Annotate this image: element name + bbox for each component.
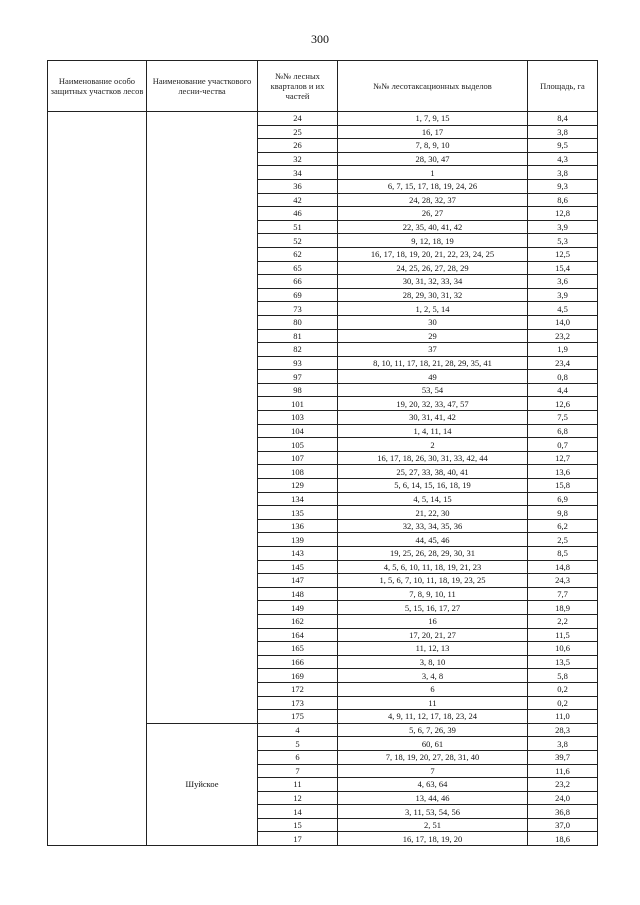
plot-numbers-cell: 7, 18, 19, 20, 27, 28, 31, 40 <box>338 750 528 764</box>
plot-numbers-cell: 17, 20, 21, 27 <box>338 628 528 642</box>
quarter-number-cell: 173 <box>258 696 338 710</box>
header-plot-numbers: №№ лесотаксационных выделов <box>338 61 528 112</box>
plot-numbers-cell: 3, 11, 53, 54, 56 <box>338 805 528 819</box>
plot-numbers-cell: 4, 5, 14, 15 <box>338 492 528 506</box>
area-size-cell: 1,9 <box>528 343 598 357</box>
plot-numbers-cell: 25, 27, 33, 38, 40, 41 <box>338 465 528 479</box>
plot-numbers-cell: 24, 28, 32, 37 <box>338 193 528 207</box>
plot-numbers-cell: 6 <box>338 682 528 696</box>
area-size-cell: 12,7 <box>528 451 598 465</box>
quarter-number-cell: 143 <box>258 547 338 561</box>
area-size-cell: 3,8 <box>528 737 598 751</box>
quarter-number-cell: 165 <box>258 642 338 656</box>
area-size-cell: 3,6 <box>528 275 598 289</box>
plot-numbers-cell: 3, 4, 8 <box>338 669 528 683</box>
plot-numbers-cell: 37 <box>338 343 528 357</box>
quarter-number-cell: 11 <box>258 778 338 792</box>
area-size-cell: 6,9 <box>528 492 598 506</box>
plot-numbers-cell: 5, 6, 14, 15, 16, 18, 19 <box>338 479 528 493</box>
area-size-cell: 9,5 <box>528 139 598 153</box>
area-size-cell: 12,6 <box>528 397 598 411</box>
plot-numbers-cell: 11, 12, 13 <box>338 642 528 656</box>
plot-numbers-cell: 13, 44, 46 <box>338 791 528 805</box>
quarter-number-cell: 166 <box>258 655 338 669</box>
area-size-cell: 24,3 <box>528 574 598 588</box>
area-size-cell: 3,8 <box>528 125 598 139</box>
quarter-number-cell: 175 <box>258 710 338 724</box>
area-size-cell: 14,8 <box>528 560 598 574</box>
plot-numbers-cell: 49 <box>338 370 528 384</box>
area-size-cell: 36,8 <box>528 805 598 819</box>
plot-numbers-cell: 32, 33, 34, 35, 36 <box>338 519 528 533</box>
area-size-cell: 37,0 <box>528 818 598 832</box>
area-size-cell: 28,3 <box>528 723 598 737</box>
area-size-cell: 13,6 <box>528 465 598 479</box>
plot-numbers-cell: 6, 7, 15, 17, 18, 19, 24, 26 <box>338 179 528 193</box>
quarter-number-cell: 34 <box>258 166 338 180</box>
plot-numbers-cell: 2, 51 <box>338 818 528 832</box>
plot-numbers-cell: 26, 27 <box>338 207 528 221</box>
table-header-row <box>48 61 598 112</box>
table-row <box>48 112 598 126</box>
quarter-number-cell: 14 <box>258 805 338 819</box>
plot-numbers-cell: 7 <box>338 764 528 778</box>
header-protected-area: Наименование особо защитных участков лесов <box>48 61 147 112</box>
quarter-number-cell: 17 <box>258 832 338 846</box>
table-body <box>48 112 598 846</box>
quarter-number-cell: 36 <box>258 179 338 193</box>
area-size-cell: 0,8 <box>528 370 598 384</box>
plot-numbers-cell: 1, 7, 9, 15 <box>338 112 528 126</box>
quarter-number-cell: 164 <box>258 628 338 642</box>
quarter-number-cell: 172 <box>258 682 338 696</box>
plot-numbers-cell: 60, 61 <box>338 737 528 751</box>
quarter-number-cell: 6 <box>258 750 338 764</box>
quarter-number-cell: 66 <box>258 275 338 289</box>
quarter-number-cell: 101 <box>258 397 338 411</box>
quarter-number-cell: 135 <box>258 506 338 520</box>
plot-numbers-cell: 16 <box>338 614 528 628</box>
quarter-number-cell: 73 <box>258 302 338 316</box>
forest-plots-table <box>47 60 598 846</box>
header-forest-district: Наименование участкового лесни-чества <box>147 61 258 112</box>
area-size-cell: 7,5 <box>528 411 598 425</box>
area-size-cell: 8,4 <box>528 112 598 126</box>
quarter-number-cell: 162 <box>258 614 338 628</box>
plot-numbers-cell: 24, 25, 26, 27, 28, 29 <box>338 261 528 275</box>
area-size-cell: 4,4 <box>528 383 598 397</box>
plot-numbers-cell: 1 <box>338 166 528 180</box>
quarter-number-cell: 136 <box>258 519 338 533</box>
plot-numbers-cell: 16, 17 <box>338 125 528 139</box>
quarter-number-cell: 103 <box>258 411 338 425</box>
area-size-cell: 6,2 <box>528 519 598 533</box>
area-size-cell: 8,5 <box>528 547 598 561</box>
plot-numbers-cell: 30, 31, 41, 42 <box>338 411 528 425</box>
area-size-cell: 9,3 <box>528 179 598 193</box>
quarter-number-cell: 65 <box>258 261 338 275</box>
quarter-number-cell: 24 <box>258 112 338 126</box>
plot-numbers-cell: 19, 20, 32, 33, 47, 57 <box>338 397 528 411</box>
quarter-number-cell: 149 <box>258 601 338 615</box>
quarter-number-cell: 26 <box>258 139 338 153</box>
plot-numbers-cell: 16, 17, 18, 26, 30, 31, 33, 42, 44 <box>338 451 528 465</box>
area-size-cell: 8,6 <box>528 193 598 207</box>
plot-numbers-cell: 4, 63, 64 <box>338 778 528 792</box>
quarter-number-cell: 7 <box>258 764 338 778</box>
area-size-cell: 6,8 <box>528 424 598 438</box>
quarter-number-cell: 15 <box>258 818 338 832</box>
quarter-number-cell: 134 <box>258 492 338 506</box>
page-number: 300 <box>311 32 329 46</box>
plot-numbers-cell: 21, 22, 30 <box>338 506 528 520</box>
area-size-cell: 9,8 <box>528 506 598 520</box>
plot-numbers-cell: 30 <box>338 315 528 329</box>
area-size-cell: 11,6 <box>528 764 598 778</box>
quarter-number-cell: 148 <box>258 587 338 601</box>
area-size-cell: 3,8 <box>528 166 598 180</box>
area-size-cell: 4,5 <box>528 302 598 316</box>
area-size-cell: 14,0 <box>528 315 598 329</box>
plot-numbers-cell: 16, 17, 18, 19, 20 <box>338 832 528 846</box>
plot-numbers-cell: 3, 8, 10 <box>338 655 528 669</box>
plot-numbers-cell: 28, 29, 30, 31, 32 <box>338 288 528 302</box>
forest-district-cell: Шуйское <box>147 723 258 845</box>
plot-numbers-cell: 11 <box>338 696 528 710</box>
quarter-number-cell: 108 <box>258 465 338 479</box>
area-size-cell: 18,9 <box>528 601 598 615</box>
plot-numbers-cell: 29 <box>338 329 528 343</box>
quarter-number-cell: 82 <box>258 343 338 357</box>
plot-numbers-cell: 9, 12, 18, 19 <box>338 234 528 248</box>
plot-numbers-cell: 16, 17, 18, 19, 20, 21, 22, 23, 24, 25 <box>338 247 528 261</box>
quarter-number-cell: 129 <box>258 479 338 493</box>
area-size-cell: 4,3 <box>528 152 598 166</box>
quarter-number-cell: 105 <box>258 438 338 452</box>
area-size-cell: 0,2 <box>528 682 598 696</box>
protected-area-cell <box>48 112 147 846</box>
plot-numbers-cell: 5, 6, 7, 26, 39 <box>338 723 528 737</box>
plot-numbers-cell: 4, 9, 11, 12, 17, 18, 23, 24 <box>338 710 528 724</box>
quarter-number-cell: 93 <box>258 356 338 370</box>
area-size-cell: 12,8 <box>528 207 598 221</box>
quarter-number-cell: 12 <box>258 791 338 805</box>
quarter-number-cell: 104 <box>258 424 338 438</box>
area-size-cell: 11,5 <box>528 628 598 642</box>
plot-numbers-cell: 1, 5, 6, 7, 10, 11, 18, 19, 23, 25 <box>338 574 528 588</box>
plot-numbers-cell: 19, 25, 26, 28, 29, 30, 31 <box>338 547 528 561</box>
plot-numbers-cell: 44, 45, 46 <box>338 533 528 547</box>
forest-district-cell <box>147 112 258 724</box>
area-size-cell: 15,8 <box>528 479 598 493</box>
area-size-cell: 23,2 <box>528 329 598 343</box>
plot-numbers-cell: 28, 30, 47 <box>338 152 528 166</box>
header-area-size: Площадь, га <box>528 61 598 112</box>
plot-numbers-cell: 30, 31, 32, 33, 34 <box>338 275 528 289</box>
plot-numbers-cell: 53, 54 <box>338 383 528 397</box>
area-size-cell: 24,0 <box>528 791 598 805</box>
header-quarter-numbers: №№ лесных кварталов и их частей <box>258 61 338 112</box>
area-size-cell: 12,5 <box>528 247 598 261</box>
plot-numbers-cell: 2 <box>338 438 528 452</box>
area-size-cell: 18,6 <box>528 832 598 846</box>
area-size-cell: 3,9 <box>528 220 598 234</box>
area-size-cell: 0,2 <box>528 696 598 710</box>
area-size-cell: 13,5 <box>528 655 598 669</box>
area-size-cell: 5,3 <box>528 234 598 248</box>
plot-numbers-cell: 1, 4, 11, 14 <box>338 424 528 438</box>
quarter-number-cell: 169 <box>258 669 338 683</box>
area-size-cell: 2,5 <box>528 533 598 547</box>
quarter-number-cell: 139 <box>258 533 338 547</box>
quarter-number-cell: 145 <box>258 560 338 574</box>
quarter-number-cell: 46 <box>258 207 338 221</box>
quarter-number-cell: 42 <box>258 193 338 207</box>
area-size-cell: 39,7 <box>528 750 598 764</box>
quarter-number-cell: 98 <box>258 383 338 397</box>
area-size-cell: 11,0 <box>528 710 598 724</box>
quarter-number-cell: 25 <box>258 125 338 139</box>
plot-numbers-cell: 7, 8, 9, 10, 11 <box>338 587 528 601</box>
quarter-number-cell: 4 <box>258 723 338 737</box>
area-size-cell: 23,4 <box>528 356 598 370</box>
quarter-number-cell: 97 <box>258 370 338 384</box>
plot-numbers-cell: 22, 35, 40, 41, 42 <box>338 220 528 234</box>
area-size-cell: 5,8 <box>528 669 598 683</box>
quarter-number-cell: 81 <box>258 329 338 343</box>
quarter-number-cell: 69 <box>258 288 338 302</box>
area-size-cell: 15,4 <box>528 261 598 275</box>
plot-numbers-cell: 5, 15, 16, 17, 27 <box>338 601 528 615</box>
quarter-number-cell: 32 <box>258 152 338 166</box>
area-size-cell: 3,9 <box>528 288 598 302</box>
quarter-number-cell: 51 <box>258 220 338 234</box>
plot-numbers-cell: 1, 2, 5, 14 <box>338 302 528 316</box>
quarter-number-cell: 107 <box>258 451 338 465</box>
area-size-cell: 0,7 <box>528 438 598 452</box>
quarter-number-cell: 62 <box>258 247 338 261</box>
plot-numbers-cell: 8, 10, 11, 17, 18, 21, 28, 29, 35, 41 <box>338 356 528 370</box>
quarter-number-cell: 147 <box>258 574 338 588</box>
area-size-cell: 10,6 <box>528 642 598 656</box>
quarter-number-cell: 52 <box>258 234 338 248</box>
quarter-number-cell: 80 <box>258 315 338 329</box>
plot-numbers-cell: 7, 8, 9, 10 <box>338 139 528 153</box>
area-size-cell: 2,2 <box>528 614 598 628</box>
area-size-cell: 23,2 <box>528 778 598 792</box>
quarter-number-cell: 5 <box>258 737 338 751</box>
area-size-cell: 7,7 <box>528 587 598 601</box>
plot-numbers-cell: 4, 5, 6, 10, 11, 18, 19, 21, 23 <box>338 560 528 574</box>
